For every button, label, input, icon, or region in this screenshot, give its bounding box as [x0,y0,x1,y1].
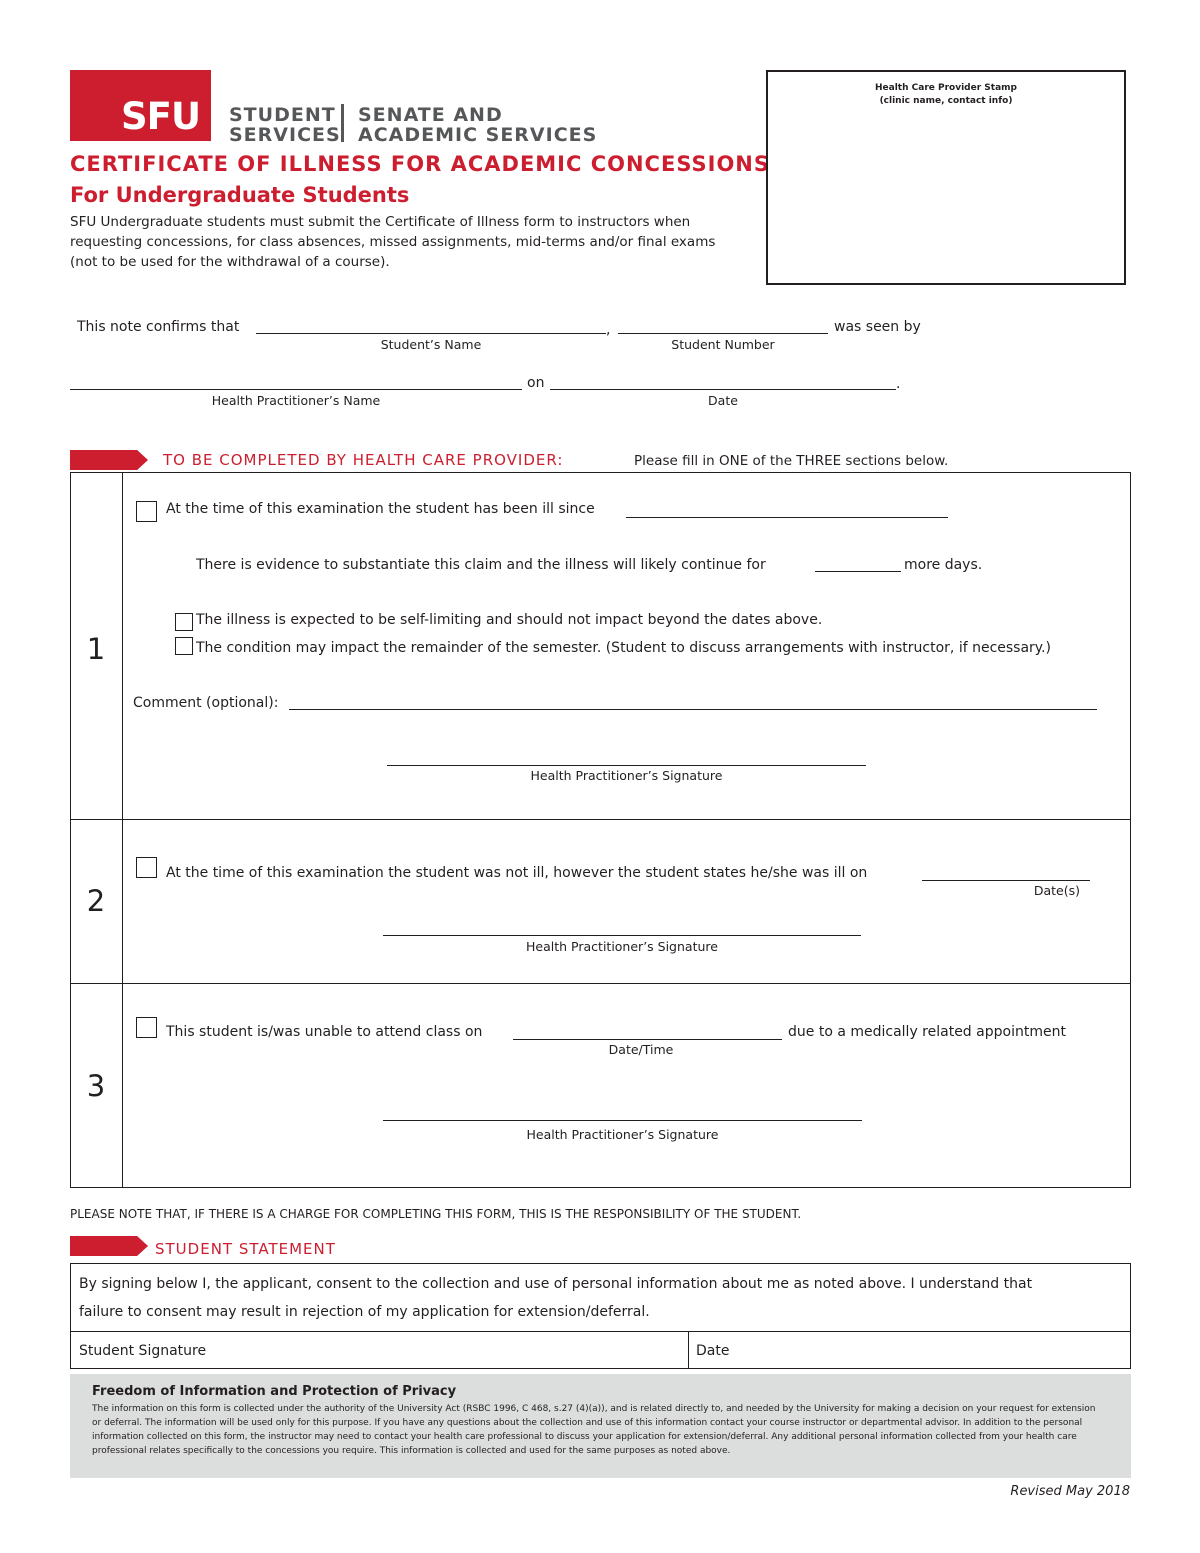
student-signature-label: Student Signature [79,1343,207,1359]
section-3-checkbox[interactable] [136,1017,157,1038]
form-title: CERTIFICATE OF ILLNESS FOR ACADEMIC CONCESSIONS [70,152,770,176]
student-statement-heading: STUDENT STATEMENT [155,1240,336,1258]
charge-note: PLEASE NOTE THAT, IF THERE IS A CHARGE FOR COMPLETING THIS FORM, THIS IS THE RESPONSIBILITY OF THE STUDENT. [70,1207,802,1221]
section-1-checkbox[interactable] [136,501,157,522]
visit-date-field[interactable] [550,389,896,390]
logo-senate: SENATE AND [358,104,503,126]
privacy-title: Freedom of Information and Protection of Privacy [92,1384,457,1399]
logo-student: STUDENT [229,104,336,126]
remainder-semester-label: The condition may impact the remainder of the semester. (Student to discuss arrangements with instructor, if necessary.) [196,640,1052,656]
section-2-signature-label: Health Practitioner’s Signature [526,939,718,954]
section-3-signature-field[interactable] [383,1120,862,1121]
number-column-divider [122,472,123,1188]
logo-services: SERVICES [229,124,341,146]
stamp-caption-line1: Health Care Provider Stamp [875,83,1017,93]
section-1-evidence-text: There is evidence to substantiate this claim and the illness will likely continue for [196,557,766,573]
form-subtitle: For Undergraduate Students [70,183,410,207]
logo-separator [341,104,344,142]
provider-instruction: Please fill in ONE of the THREE sections below. [634,453,949,469]
student-name-field[interactable] [256,333,606,334]
section-1-signature-label: Health Practitioner’s Signature [530,768,723,783]
ill-on-dates-label: Date(s) [1033,883,1080,898]
stamp-caption-line2: (clinic name, contact info) [879,96,1013,106]
comment-label: Comment (optional): [133,695,279,711]
consent-line-2: failure to consent may result in rejection of my application for extension/deferral. [79,1304,650,1320]
confirm-period: . [896,376,901,392]
section-1-ill-since: At the time of this examination the student has been ill since [166,501,595,517]
confirm-on: on [527,375,545,391]
revised-date: Revised May 2018 [1010,1484,1130,1499]
ill-on-dates-field[interactable] [922,880,1090,881]
section-divider-1-2 [70,819,1131,820]
provider-stamp-caption [766,82,1126,108]
confirm-lead: This note confirms that [77,319,240,335]
student-name-label: Student’s Name [380,337,482,352]
intro-text [70,212,760,272]
confirm-seen-by: was seen by [834,319,921,335]
comment-field[interactable] [289,709,1097,710]
section-1-number: 1 [86,632,106,666]
section-2-signature-field[interactable] [383,935,861,936]
appointment-datetime-label: Date/Time [608,1042,674,1057]
logo-academic-services: ACADEMIC SERVICES [358,124,598,146]
signature-date-divider [688,1331,689,1369]
section-1-more-days: more days. [904,557,983,573]
intro-line-1: SFU Undergraduate students must submit the Certificate of Illness form to instructors when [70,214,691,230]
section-3-statement-end: due to a medically related appointment [788,1024,1066,1040]
student-ribbon-icon [70,1236,148,1256]
student-number-label: Student Number [671,337,775,352]
section-divider-2-3 [70,983,1131,984]
remainder-semester-checkbox[interactable] [175,637,193,655]
section-3-statement: This student is/was unable to attend class on [166,1024,483,1040]
sfu-logo-text: SFU [121,95,200,138]
student-number-field[interactable] [618,333,828,334]
appointment-datetime-field[interactable] [513,1039,782,1040]
provider-sections-box [70,472,1131,1188]
student-signature-field[interactable] [72,1333,687,1368]
provider-heading: TO BE COMPLETED BY HEALTH CARE PROVIDER: [163,451,564,469]
privacy-text: The information on this form is collected under the authority of the University Act (RSBC 1996, C 468, s.27 (4)(a)), and is related directly to, and needed by the University for making a decision on your request for extension or deferral. The information will be used only for this purpose. If you have any questions about the collection and use of this information contact your course instructor or departmental advisor. In addition to the personal information collected on this form, the instructor may need to contact your health care professional to discuss your application for extension/deferral. Any additional personal information collected from your health care professional relates specifically to the concessions you require. This information is collected and used for the same purposes as noted above. [92,1404,1096,1456]
section-1-signature-field[interactable] [387,765,866,766]
visit-date-label: Date [708,393,738,408]
ill-since-date-field[interactable] [626,517,948,518]
intro-line-3: (not to be used for the withdrawal of a course). [70,254,390,270]
section-2-checkbox[interactable] [136,857,157,878]
practitioner-name-label: Health Practitioner’s Name [211,393,381,408]
more-days-field[interactable] [815,571,901,572]
intro-line-2: requesting concessions, for class absences, missed assignments, mid-terms and/or final exams [70,234,716,250]
student-date-label: Date [696,1343,730,1359]
section-2-statement: At the time of this examination the student was not ill, however the student states he/she was ill on [166,865,868,881]
self-limiting-checkbox[interactable] [175,613,193,631]
consent-line-1: By signing below I, the applicant, consent to the collection and use of personal information about me as noted above. I understand that [79,1276,1033,1292]
provider-ribbon-icon [70,450,148,470]
student-statement-divider [70,1331,1131,1332]
confirm-comma: , [606,322,611,338]
student-date-field[interactable] [690,1333,1129,1368]
self-limiting-label: The illness is expected to be self-limiting and should not impact beyond the dates above. [196,612,823,628]
section-3-signature-label: Health Practitioner’s Signature [526,1127,719,1142]
practitioner-name-field[interactable] [70,389,522,390]
section-2-number: 2 [86,884,106,918]
section-3-number: 3 [86,1069,106,1103]
